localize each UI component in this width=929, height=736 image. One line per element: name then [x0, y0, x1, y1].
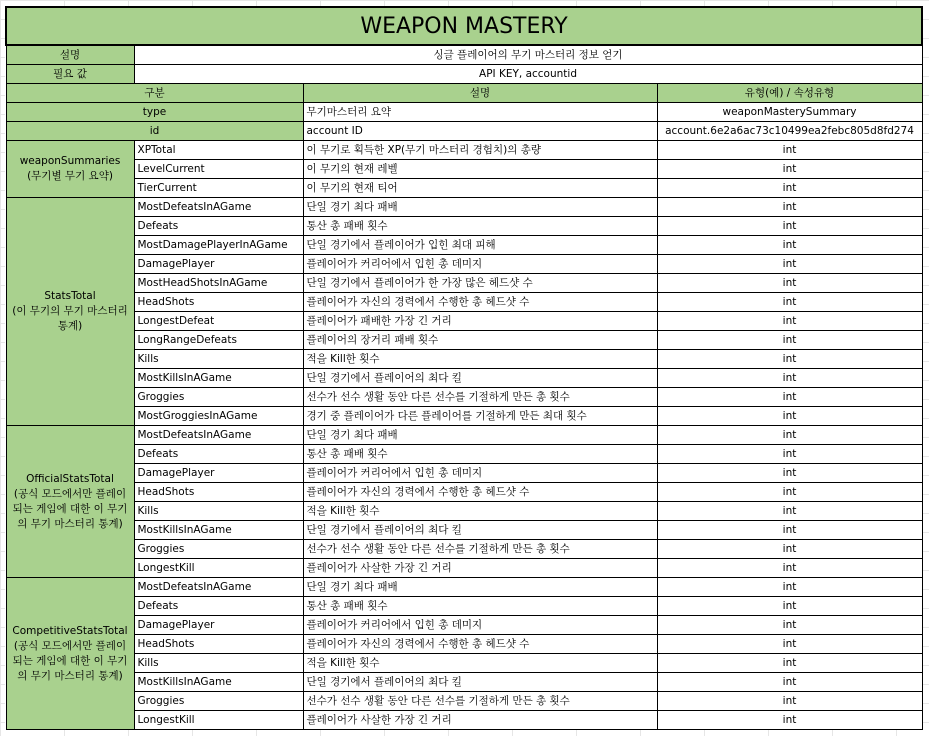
field-type[interactable]: int [657, 521, 922, 540]
field-key[interactable]: HeadShots [134, 483, 303, 502]
info-label[interactable]: 설명 [6, 45, 134, 65]
table-row [6, 293, 922, 312]
field-type[interactable]: int [657, 160, 922, 179]
table-row [6, 559, 922, 578]
field-description[interactable]: 플레이어가 패배한 가장 긴 거리 [303, 312, 657, 331]
field-type[interactable]: int [657, 635, 922, 654]
info-label[interactable]: 필요 값 [6, 65, 134, 84]
table-row [6, 521, 922, 540]
field-type[interactable]: int [657, 673, 922, 692]
field-key[interactable]: MostKillsInAGame [134, 369, 303, 388]
field-type[interactable]: int [657, 597, 922, 616]
weapon-mastery-table [5, 6, 923, 730]
field-key[interactable]: Groggies [134, 692, 303, 711]
field-key[interactable]: MostKillsInAGame [134, 673, 303, 692]
field-type[interactable]: int [657, 312, 922, 331]
field-description[interactable]: 통산 총 패배 횟수 [303, 445, 657, 464]
field-type[interactable]: int [657, 616, 922, 635]
field-key[interactable]: DamagePlayer [134, 464, 303, 483]
info-row [6, 65, 922, 84]
field-description[interactable]: 선수가 선수 생활 동안 다른 선수를 기절하게 만든 총 횟수 [303, 692, 657, 711]
field-type[interactable]: int [657, 369, 922, 388]
table-row [6, 597, 922, 616]
table-row [6, 692, 922, 711]
field-description[interactable]: 단일 경기 최다 패배 [303, 578, 657, 597]
field-description[interactable]: account ID [303, 122, 657, 141]
group-label[interactable]: weaponSummaries (무기별 무기 요약) [6, 141, 134, 198]
field-key[interactable]: MostDamagePlayerInAGame [134, 236, 303, 255]
field-key[interactable]: MostDefeatsInAGame [134, 426, 303, 445]
field-description[interactable]: 선수가 선수 생활 동안 다른 선수를 기절하게 만든 총 횟수 [303, 540, 657, 559]
field-type[interactable]: int [657, 407, 922, 426]
field-key[interactable]: Kills [134, 502, 303, 521]
table-row [6, 711, 922, 730]
header-description[interactable]: 설명 [303, 84, 657, 103]
field-key[interactable]: LongestKill [134, 559, 303, 578]
field-key[interactable]: Kills [134, 350, 303, 369]
field-description[interactable]: 단일 경기에서 플레이어의 최다 킬 [303, 521, 657, 540]
group-label[interactable]: OfficialStatsTotal (공식 모드에서만 플레이되는 게임에 대한 이 무기의 무기 마스터리 통계) [6, 426, 134, 578]
table-row [6, 312, 922, 331]
sheet-title[interactable]: WEAPON MASTERY [6, 7, 922, 45]
info-value[interactable]: 싱글 플레이어의 무기 마스터리 정보 얻기 [134, 45, 922, 65]
table-row [6, 616, 922, 635]
field-type[interactable]: int [657, 711, 922, 730]
table-row [6, 350, 922, 369]
field-key[interactable]: MostGroggiesInAGame [134, 407, 303, 426]
table-row [6, 407, 922, 426]
field-key[interactable]: LevelCurrent [134, 160, 303, 179]
field-type[interactable]: int [657, 293, 922, 312]
field-type[interactable]: int [657, 540, 922, 559]
field-type[interactable]: int [657, 255, 922, 274]
field-type[interactable]: int [657, 198, 922, 217]
group-label[interactable]: CompetitiveStatsTotal (공식 모드에서만 플레이되는 게임에 대한 이 무기의 무기 마스터리 통계) [6, 578, 134, 730]
field-description[interactable]: 선수가 선수 생활 동안 다른 선수를 기절하게 만든 총 횟수 [303, 388, 657, 407]
field-description[interactable]: 이 무기로 획득한 XP(무기 마스터리 경험치)의 총량 [303, 141, 657, 160]
field-key[interactable]: DamagePlayer [134, 616, 303, 635]
field-description[interactable]: 단일 경기에서 플레이어가 한 가장 많은 헤드샷 수 [303, 274, 657, 293]
field-description[interactable]: 적을 Kill한 횟수 [303, 654, 657, 673]
field-type[interactable]: int [657, 141, 922, 160]
field-key[interactable]: DamagePlayer [134, 255, 303, 274]
field-type[interactable]: int [657, 559, 922, 578]
header-category[interactable]: 구분 [6, 84, 303, 103]
header-row [6, 84, 922, 103]
table-row [6, 103, 922, 122]
field-key[interactable]: MostDefeatsInAGame [134, 578, 303, 597]
field-description[interactable]: 단일 경기에서 플레이어의 최다 킬 [303, 369, 657, 388]
table-row [6, 502, 922, 521]
field-key[interactable]: MostKillsInAGame [134, 521, 303, 540]
field-description[interactable]: 플레이어가 커리어에서 입힌 총 데미지 [303, 616, 657, 635]
field-key[interactable]: HeadShots [134, 293, 303, 312]
field-key[interactable]: MostHeadShotsInAGame [134, 274, 303, 293]
table-row [6, 540, 922, 559]
field-key[interactable]: Defeats [134, 445, 303, 464]
table-row [6, 141, 922, 160]
table-row [6, 160, 922, 179]
table-row [6, 236, 922, 255]
table-row [6, 198, 922, 217]
field-type[interactable]: int [657, 692, 922, 711]
field-description[interactable]: 통산 총 패배 횟수 [303, 597, 657, 616]
field-description[interactable]: 무기마스터리 요약 [303, 103, 657, 122]
group-label[interactable]: StatsTotal (이 무기의 무기 마스터리 통계) [6, 198, 134, 426]
table-row [6, 179, 922, 198]
field-type[interactable]: int [657, 502, 922, 521]
table-row [6, 274, 922, 293]
field-description[interactable]: 이 무기의 현재 레벨 [303, 160, 657, 179]
field-key[interactable]: Groggies [134, 540, 303, 559]
table-row [6, 217, 922, 236]
table-row [6, 654, 922, 673]
field-description[interactable]: 플레이어가 사살한 가장 긴 거리 [303, 559, 657, 578]
field-description[interactable]: 단일 경기 최다 패배 [303, 426, 657, 445]
table-row [6, 464, 922, 483]
field-description[interactable]: 적을 Kill한 횟수 [303, 502, 657, 521]
table-row [6, 122, 922, 141]
field-key[interactable]: LongestDefeat [134, 312, 303, 331]
field-description[interactable]: 플레이어의 장거리 패배 횟수 [303, 331, 657, 350]
table-row [6, 483, 922, 502]
field-description[interactable]: 플레이어가 커리어에서 입힌 총 데미지 [303, 255, 657, 274]
title-row [6, 7, 922, 45]
table-row [6, 445, 922, 464]
table-row [6, 369, 922, 388]
field-key[interactable]: Groggies [134, 388, 303, 407]
field-key[interactable]: MostDefeatsInAGame [134, 198, 303, 217]
field-type[interactable]: account.6e2a6ac73c10499ea2febc805d8fd274 [657, 122, 922, 141]
table-row [6, 388, 922, 407]
field-key[interactable]: id [6, 122, 303, 141]
table-row [6, 255, 922, 274]
field-type[interactable]: int [657, 445, 922, 464]
field-description[interactable]: 플레이어가 자신의 경력에서 수행한 총 헤드샷 수 [303, 635, 657, 654]
field-description[interactable]: 이 무기의 현재 티어 [303, 179, 657, 198]
info-value[interactable]: API KEY, accountid [134, 65, 922, 84]
table-row [6, 331, 922, 350]
field-description[interactable]: 플레이어가 자신의 경력에서 수행한 총 헤드샷 수 [303, 293, 657, 312]
field-type[interactable]: int [657, 236, 922, 255]
field-key[interactable]: TierCurrent [134, 179, 303, 198]
field-description[interactable]: 플레이어가 자신의 경력에서 수행한 총 헤드샷 수 [303, 483, 657, 502]
field-description[interactable]: 통산 총 패배 횟수 [303, 217, 657, 236]
field-description[interactable]: 플레이어가 사살한 가장 긴 거리 [303, 711, 657, 730]
field-type[interactable]: int [657, 274, 922, 293]
field-type[interactable]: int [657, 388, 922, 407]
field-key[interactable]: Defeats [134, 597, 303, 616]
table-row [6, 635, 922, 654]
field-key[interactable]: LongestKill [134, 711, 303, 730]
field-type[interactable]: weaponMasterySummary [657, 103, 922, 122]
table-row [6, 673, 922, 692]
table-row [6, 426, 922, 445]
field-type[interactable]: int [657, 331, 922, 350]
field-type[interactable]: int [657, 217, 922, 236]
field-type[interactable]: int [657, 464, 922, 483]
field-description[interactable]: 적을 Kill한 횟수 [303, 350, 657, 369]
field-key[interactable]: XPTotal [134, 141, 303, 160]
field-description[interactable]: 플레이어가 커리어에서 입힌 총 데미지 [303, 464, 657, 483]
field-key[interactable]: HeadShots [134, 635, 303, 654]
field-type[interactable]: int [657, 654, 922, 673]
field-description[interactable]: 단일 경기에서 플레이어의 최다 킬 [303, 673, 657, 692]
field-key[interactable]: Kills [134, 654, 303, 673]
field-type[interactable]: int [657, 350, 922, 369]
field-type[interactable]: int [657, 578, 922, 597]
header-type[interactable]: 유형(예) / 속성유형 [657, 84, 922, 103]
field-type[interactable]: int [657, 483, 922, 502]
field-description[interactable]: 경기 중 플레이어가 다른 플레이어를 기절하게 만든 최대 횟수 [303, 407, 657, 426]
field-key[interactable]: type [6, 103, 303, 122]
field-type[interactable]: int [657, 179, 922, 198]
table-row [6, 578, 922, 597]
info-row [6, 45, 922, 65]
field-key[interactable]: Defeats [134, 217, 303, 236]
field-key[interactable]: LongRangeDefeats [134, 331, 303, 350]
field-description[interactable]: 단일 경기 최다 패배 [303, 198, 657, 217]
field-type[interactable]: int [657, 426, 922, 445]
field-description[interactable]: 단일 경기에서 플레이어가 입힌 최대 피해 [303, 236, 657, 255]
